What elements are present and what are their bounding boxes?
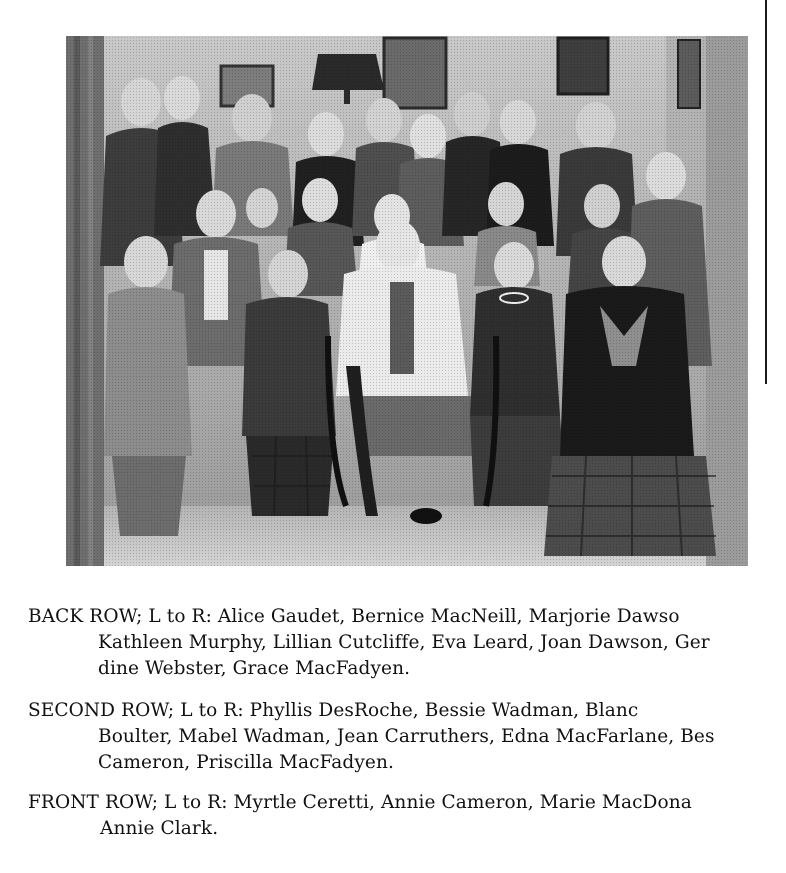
caption-second-row-line-3: Cameron, Priscilla MacFadyen.: [98, 752, 394, 773]
column-divider-line: [765, 0, 767, 384]
caption-back-row-line-2: Kathleen Murphy, Lillian Cutcliffe, Eva Leard, Joan Dawson, Ger: [98, 632, 710, 653]
group-photograph-illustration: [66, 36, 748, 566]
caption-front-row-line-2: Annie Clark.: [100, 818, 219, 839]
caption-front-row: [28, 790, 768, 842]
group-photograph: [66, 36, 748, 566]
caption-back-row: [28, 604, 768, 682]
caption-back-row-line-1: BACK ROW; L to R: Alice Gaudet, Bernice MacNeill, Marjorie Dawso: [28, 606, 680, 627]
caption-second-row-line-1: SECOND ROW; L to R: Phyllis DesRoche, Bessie Wadman, Blanc: [28, 700, 639, 721]
caption-back-row-line-3: dine Webster, Grace MacFadyen.: [98, 658, 411, 679]
caption-front-row-line-1: FRONT ROW; L to R: Myrtle Ceretti, Annie Cameron, Marie MacDona: [28, 792, 692, 813]
caption-second-row: [28, 698, 768, 776]
caption-second-row-line-2: Boulter, Mabel Wadman, Jean Carruthers, Edna MacFarlane, Bes: [98, 726, 715, 747]
